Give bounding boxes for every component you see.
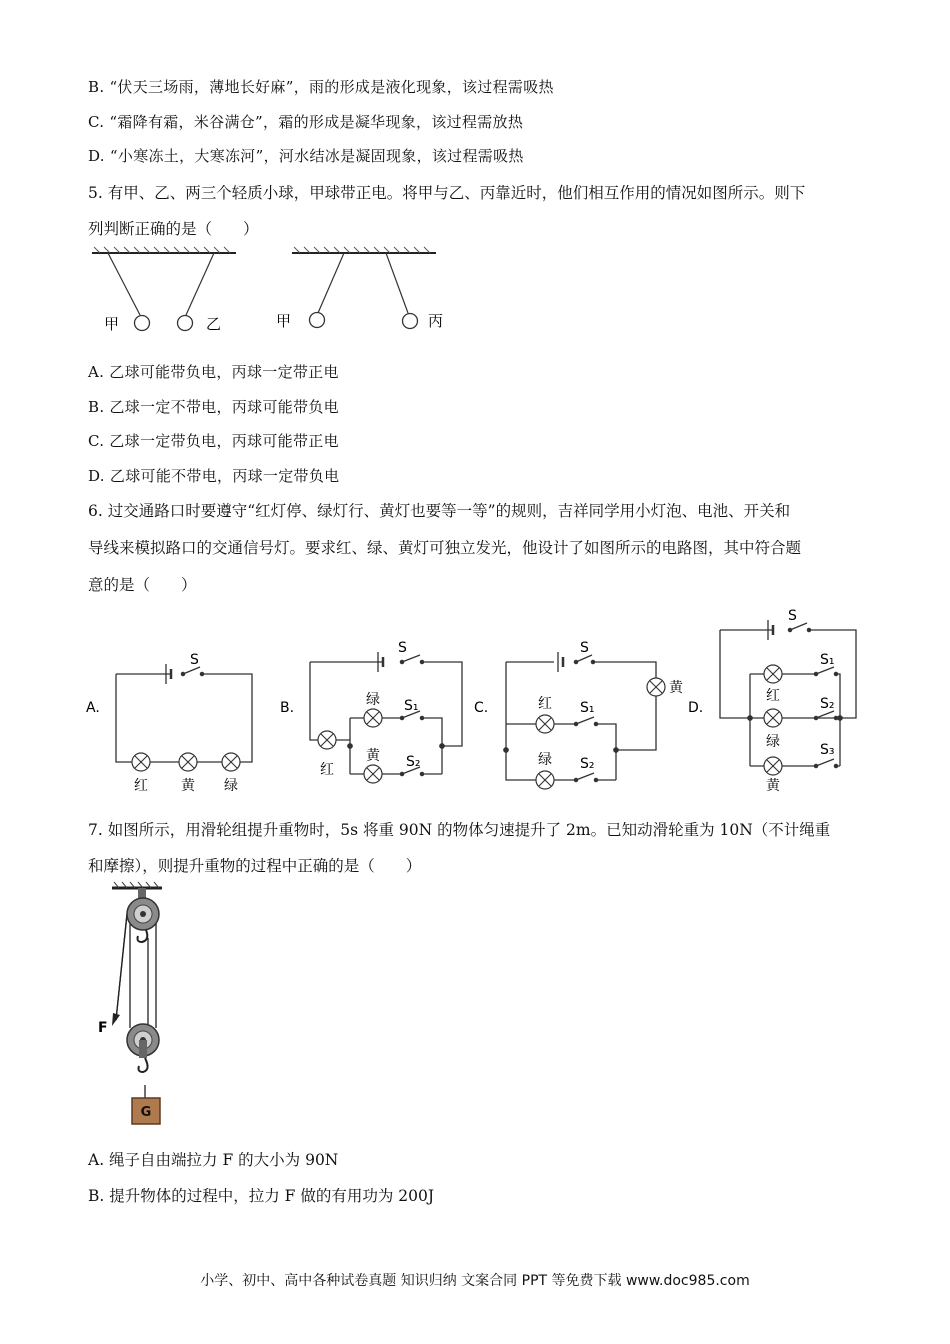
ball-yi — [178, 316, 193, 331]
q4-option-d: D. “小寒冻土，大寒冻河”，河水结冰是凝固现象，该过程需吸热 — [88, 147, 524, 165]
c-yellow-label: 黄 — [669, 680, 683, 696]
ceiling — [112, 882, 162, 888]
q5-right-pair — [276, 247, 443, 330]
label-jia-right: 甲 — [276, 312, 292, 330]
q4-option-b: B. “伏天三场雨，薄地长好麻”，雨的形成是液化现象，该过程需吸热 — [88, 78, 554, 96]
c-s2-label: S₂ — [580, 756, 595, 772]
q5-charged-balls-figure — [88, 245, 458, 345]
force-label: F — [98, 1020, 108, 1036]
d-red-label: 红 — [766, 688, 780, 704]
d-switch-label: S — [788, 608, 797, 624]
b-s1-label: S₁ — [404, 698, 419, 714]
q6-circuit-figures — [80, 600, 870, 800]
weight-label: G — [140, 1105, 152, 1120]
b-s2-label: S₂ — [406, 754, 421, 770]
page-footer: 小学、初中、高中各种试卷真题 知识归纳 文案合同 PPT 等免费下载 www.doc985.com — [200, 1273, 750, 1289]
q7-pulley-figure — [90, 880, 210, 1130]
q5-option-c: C. 乙球一定带负电，丙球可能带正电 — [88, 432, 339, 450]
circuit-a-letter: A. — [86, 700, 100, 716]
q7-option-a: A. 绳子自由端拉力 F 的大小为 90N — [88, 1151, 339, 1169]
movable-pulley — [127, 1024, 159, 1072]
d-s1-label: S₁ — [820, 652, 835, 668]
q6-stem-line2: 导线来模拟路口的交通信号灯。要求红、绿、黄灯可独立发光，他设计了如图所示的电路图，其中符合题 — [88, 539, 802, 557]
label-yi: 乙 — [206, 315, 222, 333]
q5-option-d: D. 乙球可能不带电，丙球一定带负电 — [88, 467, 340, 485]
q7-stem-line2: 和摩擦），则提升重物的过程中正确的是（ ） — [88, 857, 422, 875]
label-bing: 丙 — [428, 312, 444, 330]
circuit-d — [720, 620, 856, 768]
c-s1-label: S₁ — [580, 700, 595, 716]
circuit-b — [310, 652, 462, 776]
q5-stem-line1: 5. 有甲、乙、两三个轻质小球，甲球带正电。将甲与乙、丙靠近时，他们相互作用的情况如图所示。则下 — [88, 184, 806, 202]
circuit-a — [116, 664, 252, 762]
ball-jia-right — [310, 313, 325, 328]
d-s3-label: S₃ — [820, 742, 835, 758]
c-red-label: 红 — [538, 696, 552, 712]
a-green-label: 绿 — [224, 778, 238, 794]
a-yellow-label: 黄 — [181, 778, 195, 794]
q5-left-pair — [92, 247, 236, 333]
ball-jia-left — [135, 316, 150, 331]
q6-stem-line3: 意的是（ ） — [88, 576, 197, 594]
circuit-c-letter: C. — [474, 700, 489, 716]
q5-stem-line2: 列判断正确的是（ ） — [88, 220, 259, 238]
d-s2-label: S₂ — [820, 696, 835, 712]
d-yellow-label: 黄 — [766, 778, 780, 794]
a-switch-label: S — [190, 652, 199, 668]
ropes — [116, 914, 156, 1102]
q7-stem-line1: 7. 如图所示，用滑轮组提升重物时，5s 将重 90N 的物体匀速提升了 2m。已知动滑轮重为 10N（不计绳重 — [88, 821, 831, 839]
label-jia-left: 甲 — [104, 315, 120, 333]
weight-block — [132, 1098, 160, 1124]
b-switch-label: S — [398, 640, 407, 656]
d-green-label: 绿 — [766, 734, 780, 750]
a-red-label: 红 — [134, 778, 148, 794]
circuit-b-letter: B. — [280, 700, 295, 716]
c-switch-label: S — [580, 640, 589, 656]
q4-option-c: C. “霜降有霜，米谷满仓”，霜的形成是凝华现象，该过程需放热 — [88, 113, 524, 131]
b-yellow-label: 黄 — [366, 748, 380, 764]
q5-option-b: B. 乙球一定不带电，丙球可能带负电 — [88, 398, 339, 416]
b-red-label: 红 — [320, 762, 334, 778]
q5-option-a: A. 乙球可能带负电，丙球一定带正电 — [88, 363, 339, 381]
q6-stem-line1: 6. 过交通路口时要遵守“红灯停、绿灯行、黄灯也要等一等”的规则，吉祥同学用小灯泡、电池、开关和 — [88, 502, 791, 520]
ball-bing — [403, 314, 418, 329]
c-green-label: 绿 — [538, 752, 552, 768]
circuit-d-letter: D. — [688, 700, 704, 716]
force-arrow — [112, 914, 127, 1026]
fixed-pulley — [127, 888, 159, 942]
q7-option-b: B. 提升物体的过程中，拉力 F 做的有用功为 200J — [88, 1187, 435, 1205]
b-green-label: 绿 — [366, 692, 380, 708]
